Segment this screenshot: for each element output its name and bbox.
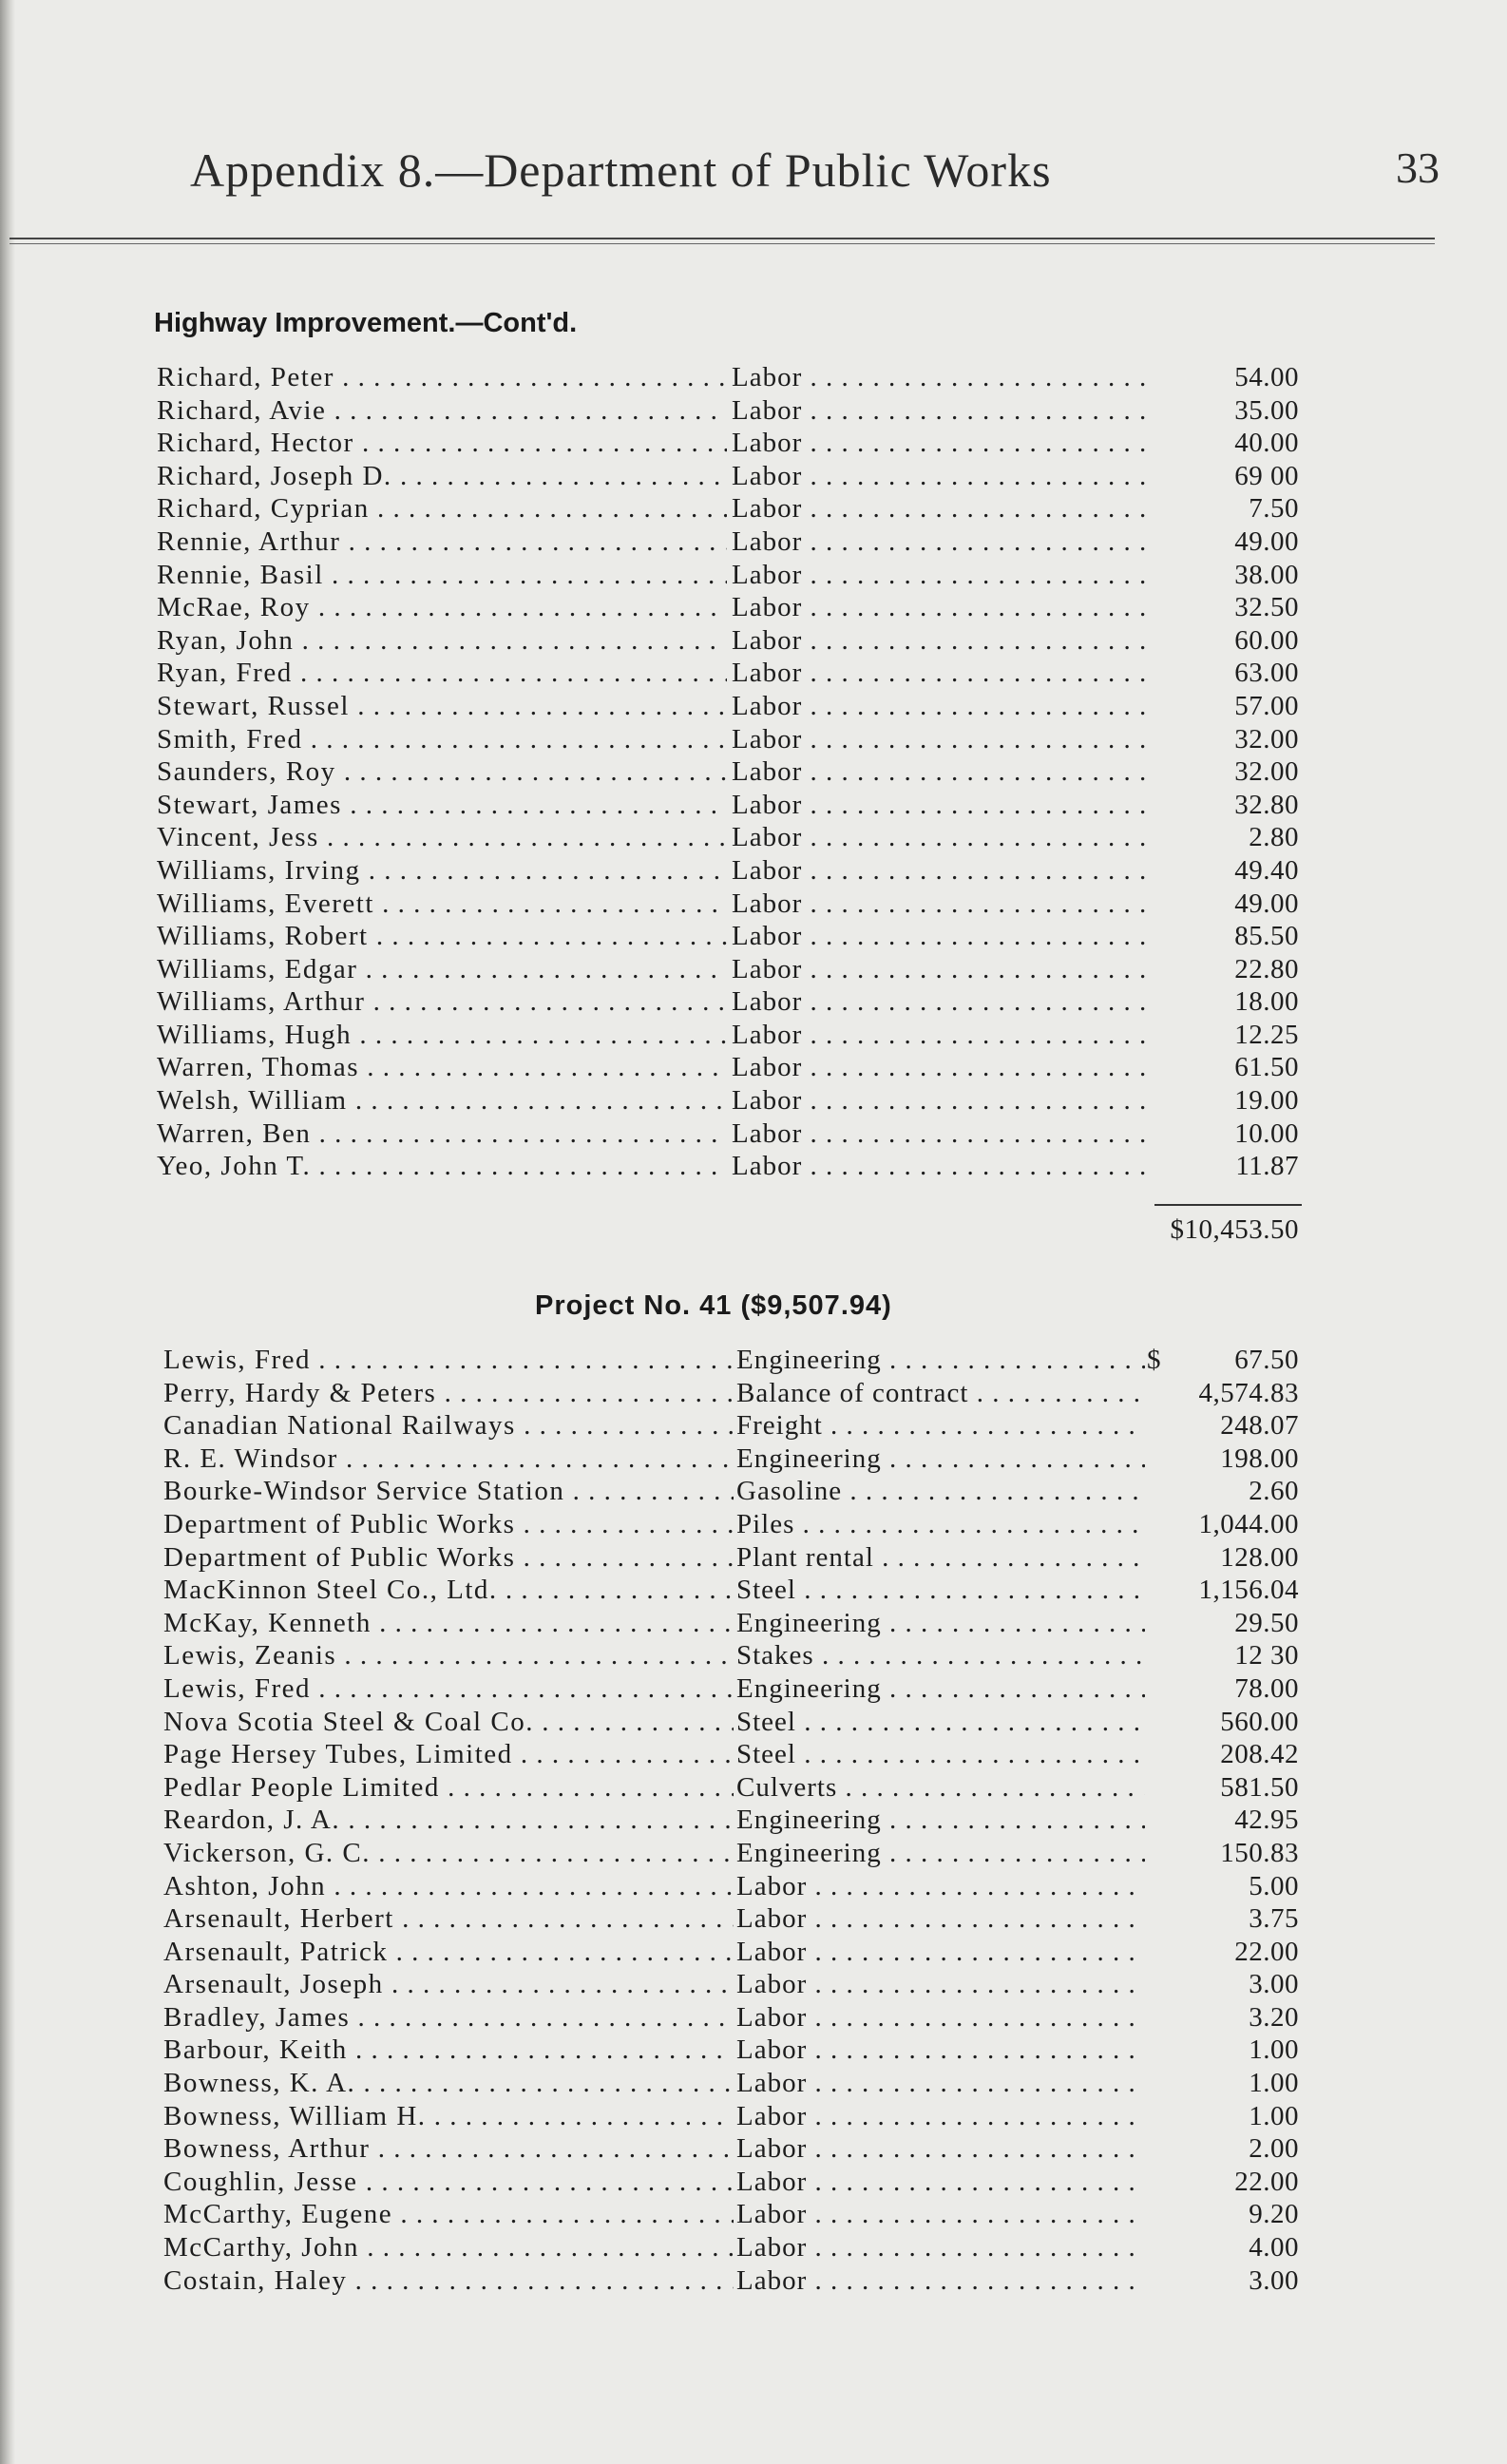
expense-item: Labor . . .: [736, 2034, 1145, 2067]
expense-item: Labor . . .: [732, 854, 1150, 888]
payee-name: Richard, Avie . . .: [157, 394, 727, 428]
payee-name: Warren, Thomas . . .: [157, 1051, 727, 1084]
payee-name: Lewis, Fred . . .: [163, 1344, 734, 1377]
amount: 22.80: [1234, 953, 1299, 984]
expense-item: Labor . . .: [732, 789, 1150, 822]
ledger-row: [0, 2264, 1507, 2298]
payee-name: Bowness, William H. . . .: [163, 2100, 734, 2133]
payee-name: Arsenault, Herbert . . .: [163, 1902, 734, 1936]
payee-name: Ashton, John . . .: [163, 1870, 734, 1903]
amount: 3.00: [1249, 1969, 1299, 2000]
ledger-row: [0, 2034, 1507, 2067]
payee-name: McCarthy, John . . .: [163, 2231, 734, 2264]
expense-item: Balance of contract . . .: [736, 1377, 1145, 1410]
ledger-row: [0, 985, 1507, 1019]
page-header: [190, 143, 1440, 209]
payee-name: Richard, Peter . . .: [157, 361, 727, 394]
payee-name: McRae, Roy . . .: [157, 591, 727, 624]
ledger-row: [0, 1475, 1507, 1508]
ledger-row: [0, 854, 1507, 888]
ledger-row: [0, 2001, 1507, 2034]
amount: 40.00: [1234, 428, 1299, 459]
expense-item: Labor . . .: [732, 1084, 1150, 1117]
payee-name: Ryan, John . . .: [157, 624, 727, 658]
expense-item: Labor . . .: [732, 591, 1150, 624]
payee-name: McCarthy, Eugene . . .: [163, 2198, 734, 2231]
ledger-row: [0, 1607, 1507, 1640]
payee-name: Williams, Irving . . .: [157, 854, 727, 888]
page-title: Appendix 8.—Department of Public Works: [190, 143, 1052, 197]
amount: 5.00: [1249, 1870, 1299, 1901]
amount: 2.80: [1249, 822, 1299, 853]
amount: 128.00: [1220, 1541, 1299, 1573]
amount: 85.50: [1234, 921, 1299, 952]
expense-item: Labor . . .: [732, 1150, 1150, 1183]
amount: 61.50: [1234, 1052, 1299, 1083]
header-rule: [10, 238, 1435, 239]
amount: 49.40: [1234, 854, 1299, 886]
amount: 35.00: [1234, 394, 1299, 426]
expense-item: Culverts . . .: [736, 1771, 1145, 1805]
ledger-row: [0, 821, 1507, 854]
ledger-row: [0, 1574, 1507, 1607]
expense-item: Labor . . .: [736, 2067, 1145, 2100]
amount: 2.60: [1249, 1476, 1299, 1507]
ledger-row: [0, 723, 1507, 756]
ledger-row: [0, 1672, 1507, 1706]
amount: 11.87: [1235, 1151, 1299, 1182]
payee-name: R. E. Windsor . . .: [163, 1442, 734, 1476]
ledger-highway-improvement: [0, 361, 1507, 1183]
payee-name: Page Hersey Tubes, Limited . . .: [163, 1738, 734, 1771]
expense-item: Labor . . .: [732, 1019, 1150, 1052]
expense-item: Labor . . .: [736, 2132, 1145, 2166]
payee-name: Coughlin, Jesse . . .: [163, 2166, 734, 2199]
expense-item: Labor . . .: [732, 821, 1150, 854]
payee-name: Williams, Edgar . . .: [157, 953, 727, 986]
payee-name: Arsenault, Patrick . . .: [163, 1936, 734, 1969]
ledger-row: [0, 1639, 1507, 1672]
ledger-row: [0, 1837, 1507, 1870]
amount: 60.00: [1234, 624, 1299, 656]
ledger-row: [0, 1541, 1507, 1575]
ledger-row: [0, 1902, 1507, 1936]
ledger-row: [0, 1804, 1507, 1837]
ledger-row: [0, 1051, 1507, 1084]
amount: 10.00: [1234, 1117, 1299, 1149]
ledger-row: [0, 2166, 1507, 2199]
ledger-row: [0, 789, 1507, 822]
payee-name: Saunders, Roy . . .: [157, 755, 727, 789]
amount: 1,044.00: [1198, 1508, 1299, 1539]
amount: 69 00: [1234, 460, 1299, 491]
payee-name: Pedlar People Limited . . .: [163, 1771, 734, 1805]
ledger-row: [0, 460, 1507, 493]
ledger-row: [0, 1936, 1507, 1969]
amount: 42.95: [1234, 1805, 1299, 1836]
payee-name: Stewart, Russel . . .: [157, 690, 727, 723]
expense-item: Steel . . .: [736, 1706, 1145, 1739]
amount: 32.00: [1234, 756, 1299, 788]
expense-item: Labor . . .: [736, 2198, 1145, 2231]
ledger-row: [0, 953, 1507, 986]
payee-name: Yeo, John T. . . .: [157, 1150, 727, 1183]
ledger-project-41: [0, 1344, 1507, 2297]
payee-name: Vickerson, G. C. . . .: [163, 1837, 734, 1870]
payee-name: Bourke-Windsor Service Station . . .: [163, 1475, 734, 1508]
amount: 1.00: [1249, 2068, 1299, 2099]
payee-name: Williams, Hugh . . .: [157, 1019, 727, 1052]
ledger-row: [0, 492, 1507, 525]
ledger-row: [0, 591, 1507, 624]
amount: 248.07: [1220, 1410, 1299, 1442]
expense-item: Steel . . .: [736, 1574, 1145, 1607]
section-heading-highway-improvement: Highway Improvement.—Cont'd.: [154, 308, 578, 338]
payee-name: Williams, Everett . . .: [157, 888, 727, 921]
payee-name: Nova Scotia Steel & Coal Co. . . .: [163, 1706, 734, 1739]
amount: 19.00: [1234, 1085, 1299, 1117]
ledger-row: [0, 2132, 1507, 2166]
expense-item: Freight . . .: [736, 1409, 1145, 1442]
amount: 32.50: [1234, 592, 1299, 623]
expense-item: Labor . . .: [732, 690, 1150, 723]
payee-name: Richard, Cyprian . . .: [157, 492, 727, 525]
amount: 49.00: [1234, 525, 1299, 557]
ledger-row: [0, 1968, 1507, 2001]
expense-item: Labor . . .: [732, 920, 1150, 953]
payee-name: Perry, Hardy & Peters . . .: [163, 1377, 734, 1410]
amount: 22.00: [1234, 1936, 1299, 1967]
expense-item: Labor . . .: [732, 525, 1150, 559]
amount: 1.00: [1249, 2100, 1299, 2131]
payee-name: Richard, Joseph D. . . .: [157, 460, 727, 493]
expense-item: Labor . . .: [732, 1117, 1150, 1151]
ledger-row: [0, 361, 1507, 394]
expense-item: Labor . . .: [736, 2001, 1145, 2034]
total-rule: [1154, 1204, 1302, 1206]
ledger-row: [0, 1377, 1507, 1410]
expense-item: Labor . . .: [732, 888, 1150, 921]
expense-item: Engineering . . .: [736, 1607, 1145, 1640]
amount: 38.00: [1234, 559, 1299, 590]
payee-name: Department of Public Works . . .: [163, 1541, 734, 1575]
amount: 29.50: [1234, 1607, 1299, 1638]
ledger-row: [0, 888, 1507, 921]
expense-item: Engineering . . .: [736, 1837, 1145, 1870]
expense-item: Labor . . .: [736, 1968, 1145, 2001]
payee-name: Lewis, Zeanis . . .: [163, 1639, 734, 1672]
amount: 32.80: [1234, 789, 1299, 820]
ledger-row: [0, 559, 1507, 592]
ledger-row: [0, 657, 1507, 690]
expense-item: Engineering . . .: [736, 1442, 1145, 1476]
expense-item: Labor . . .: [736, 2264, 1145, 2298]
ledger-row: [0, 1508, 1507, 1541]
amount: 560.00: [1220, 1706, 1299, 1737]
amount: 54.00: [1234, 362, 1299, 392]
expense-item: Labor . . .: [732, 361, 1150, 394]
ledger-row: [0, 1084, 1507, 1117]
expense-item: Labor . . .: [732, 492, 1150, 525]
expense-item: Labor . . .: [736, 1902, 1145, 1936]
payee-name: Williams, Robert . . .: [157, 920, 727, 953]
expense-item: Labor . . .: [736, 2100, 1145, 2133]
amount: 1.00: [1249, 2034, 1299, 2066]
ledger-row: [0, 755, 1507, 789]
payee-name: Canadian National Railways . . .: [163, 1409, 734, 1442]
amount: 1,156.04: [1198, 1575, 1299, 1606]
expense-item: Labor . . .: [736, 1936, 1145, 1969]
page-number: 33: [1396, 143, 1440, 192]
header-rule-secondary: [10, 243, 1435, 244]
expense-item: Piles . . .: [736, 1508, 1145, 1541]
ledger-row: [0, 920, 1507, 953]
section-total: $10,453.50: [1170, 1214, 1299, 1245]
expense-item: Labor . . .: [732, 657, 1150, 690]
amount: 9.20: [1249, 2199, 1299, 2230]
amount: 3.75: [1249, 1903, 1299, 1935]
ledger-row: [0, 2067, 1507, 2100]
payee-name: Lewis, Fred . . .: [163, 1672, 734, 1706]
ledger-row: [0, 624, 1507, 658]
ledger-row: [0, 1150, 1507, 1183]
amount: 57.00: [1234, 690, 1299, 721]
ledger-row: [0, 1738, 1507, 1771]
payee-name: Stewart, James . . .: [157, 789, 727, 822]
amount: 22.00: [1234, 2166, 1299, 2197]
expense-item: Labor . . .: [736, 1870, 1145, 1903]
expense-item: Labor . . .: [732, 559, 1150, 592]
section-heading-project-41: Project No. 41 ($9,507.94): [535, 1290, 892, 1321]
payee-name: Reardon, J. A. . . .: [163, 1804, 734, 1837]
ledger-row: [0, 1019, 1507, 1052]
payee-name: Welsh, William . . .: [157, 1084, 727, 1117]
amount: 67.50: [1234, 1345, 1299, 1375]
amount: 3.00: [1249, 2264, 1299, 2296]
expense-item: Labor . . .: [732, 1051, 1150, 1084]
payee-name: Warren, Ben . . .: [157, 1117, 727, 1151]
dollar-sign: $: [1147, 1345, 1161, 1375]
ledger-row: [0, 2231, 1507, 2264]
expense-item: Engineering . . .: [736, 1344, 1145, 1377]
payee-name: McKay, Kenneth . . .: [163, 1607, 734, 1640]
expense-item: Labor . . .: [732, 460, 1150, 493]
expense-item: Labor . . .: [736, 2231, 1145, 2264]
ledger-row: [0, 1117, 1507, 1151]
amount: 2.00: [1249, 2133, 1299, 2165]
expense-item: Plant rental . . .: [736, 1541, 1145, 1575]
expense-item: Labor . . .: [732, 755, 1150, 789]
ledger-row: [0, 1771, 1507, 1805]
payee-name: Costain, Haley . . .: [163, 2264, 734, 2298]
expense-item: Engineering . . .: [736, 1804, 1145, 1837]
amount: 581.50: [1220, 1771, 1299, 1803]
amount: 18.00: [1234, 986, 1299, 1018]
payee-name: Ryan, Fred . . .: [157, 657, 727, 690]
payee-name: Department of Public Works . . .: [163, 1508, 734, 1541]
expense-item: Labor . . .: [732, 723, 1150, 756]
payee-name: Rennie, Basil . . .: [157, 559, 727, 592]
ledger-row: [0, 1706, 1507, 1739]
amount: 12 30: [1234, 1640, 1299, 1671]
expense-item: Labor . . .: [732, 394, 1150, 428]
ledger-row: [0, 427, 1507, 460]
payee-name: Vincent, Jess . . .: [157, 821, 727, 854]
expense-item: Labor . . .: [732, 985, 1150, 1019]
ledger-row: [0, 690, 1507, 723]
amount: 4,574.83: [1198, 1377, 1299, 1408]
amount: 32.00: [1234, 723, 1299, 754]
amount: 150.83: [1220, 1837, 1299, 1868]
ledger-row: [0, 1442, 1507, 1476]
expense-item: Engineering . . .: [736, 1672, 1145, 1706]
payee-name: Williams, Arthur . . .: [157, 985, 727, 1019]
amount: 49.00: [1234, 888, 1299, 919]
ledger-row: [0, 1409, 1507, 1442]
amount: 4.00: [1249, 2232, 1299, 2263]
expense-item: Labor . . .: [736, 2166, 1145, 2199]
amount: 12.25: [1234, 1019, 1299, 1050]
amount: 3.20: [1249, 2001, 1299, 2033]
amount: 198.00: [1220, 1442, 1299, 1474]
payee-name: Rennie, Arthur . . .: [157, 525, 727, 559]
ledger-row: [0, 1344, 1507, 1377]
amount: 7.50: [1249, 493, 1299, 525]
payee-name: Bowness, Arthur . . .: [163, 2132, 734, 2166]
payee-name: Arsenault, Joseph . . .: [163, 1968, 734, 2001]
payee-name: MacKinnon Steel Co., Ltd. . . .: [163, 1574, 734, 1607]
expense-item: Labor . . .: [732, 427, 1150, 460]
amount: 78.00: [1234, 1672, 1299, 1704]
ledger-row: [0, 1870, 1507, 1903]
expense-item: Stakes . . .: [736, 1639, 1145, 1672]
ledger-row: [0, 394, 1507, 428]
ledger-row: [0, 2100, 1507, 2133]
expense-item: Steel . . .: [736, 1738, 1145, 1771]
amount: 63.00: [1234, 658, 1299, 689]
ledger-row: [0, 2198, 1507, 2231]
payee-name: Barbour, Keith . . .: [163, 2034, 734, 2067]
payee-name: Richard, Hector . . .: [157, 427, 727, 460]
payee-name: Smith, Fred . . .: [157, 723, 727, 756]
payee-name: Bowness, K. A. . . .: [163, 2067, 734, 2100]
expense-item: Labor . . .: [732, 624, 1150, 658]
expense-item: Gasoline . . .: [736, 1475, 1145, 1508]
ledger-row: [0, 525, 1507, 559]
expense-item: Labor . . .: [732, 953, 1150, 986]
payee-name: Bradley, James . . .: [163, 2001, 734, 2034]
amount: 208.42: [1220, 1739, 1299, 1770]
